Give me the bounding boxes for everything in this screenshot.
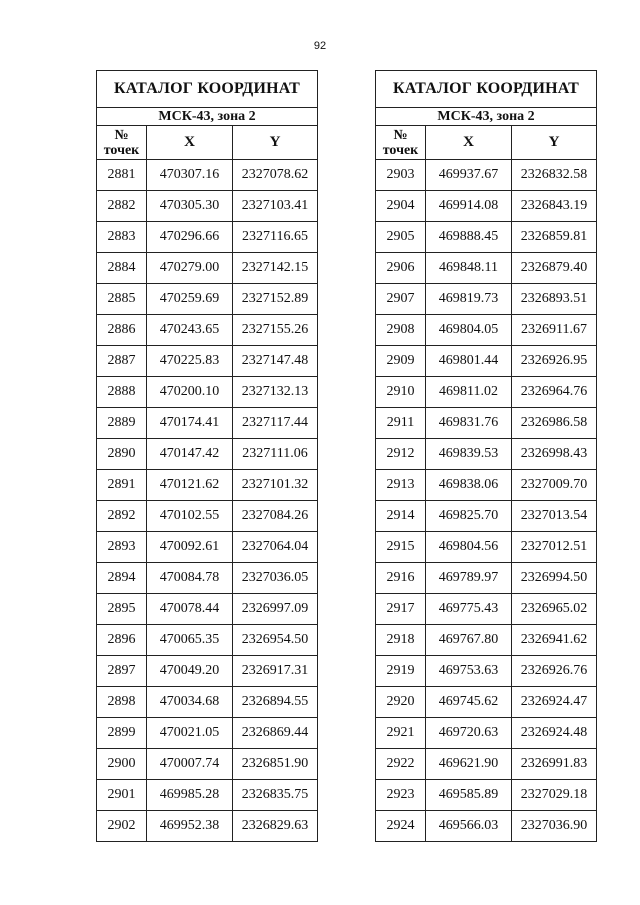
point-number-cell: 2900 [97,749,147,780]
y-coordinate-cell: 2326851.90 [233,749,318,780]
x-coordinate-cell: 469838.06 [426,470,512,501]
table-row [97,780,318,811]
table-row [97,594,318,625]
table-row [97,253,318,284]
point-number-cell: 2912 [376,439,426,470]
x-coordinate-cell: 470084.78 [147,563,233,594]
x-coordinate-cell: 469621.90 [426,749,512,780]
y-coordinate-cell: 2326924.47 [512,687,597,718]
table-row [97,656,318,687]
coordinate-catalog-table [96,70,318,842]
x-coordinate-cell: 469831.76 [426,408,512,439]
point-number-cell: 2898 [97,687,147,718]
point-number-cell: 2908 [376,315,426,346]
table-row [97,532,318,563]
y-coordinate-cell: 2327078.62 [233,160,318,191]
y-coordinate-cell: 2327116.65 [233,222,318,253]
table-row [97,284,318,315]
table-row [97,563,318,594]
point-number-cell: 2896 [97,625,147,656]
catalog-title: КАТАЛОГ КООРДИНАТ [97,71,318,108]
point-number-cell: 2881 [97,160,147,191]
x-coordinate-cell: 469745.62 [426,687,512,718]
point-number-cell: 2920 [376,687,426,718]
table-row [376,253,597,284]
table-row [376,594,597,625]
point-number-cell: 2906 [376,253,426,284]
x-coordinate-cell: 469804.05 [426,315,512,346]
table-row [376,315,597,346]
x-coordinate-cell: 469839.53 [426,439,512,470]
column-header-x: X [147,126,233,160]
table-row [97,470,318,501]
y-coordinate-cell: 2326843.19 [512,191,597,222]
x-coordinate-cell: 470305.30 [147,191,233,222]
point-number-cell: 2882 [97,191,147,222]
y-coordinate-cell: 2326941.62 [512,625,597,656]
y-coordinate-cell: 2327147.48 [233,346,318,377]
x-coordinate-cell: 469720.63 [426,718,512,749]
page-number: 92 [313,40,327,52]
point-number-cell: 2915 [376,532,426,563]
y-coordinate-cell: 2326893.51 [512,284,597,315]
x-coordinate-cell: 470200.10 [147,377,233,408]
point-number-cell: 2911 [376,408,426,439]
column-header-x: X [426,126,512,160]
table-row [97,718,318,749]
y-coordinate-cell: 2326911.67 [512,315,597,346]
y-coordinate-cell: 2327036.05 [233,563,318,594]
x-coordinate-cell: 470092.61 [147,532,233,563]
point-number-cell: 2905 [376,222,426,253]
y-coordinate-cell: 2327142.15 [233,253,318,284]
y-coordinate-cell: 2326954.50 [233,625,318,656]
point-number-cell: 2883 [97,222,147,253]
table-row [376,439,597,470]
x-coordinate-cell: 470102.55 [147,501,233,532]
point-number-cell: 2894 [97,563,147,594]
y-coordinate-cell: 2327009.70 [512,470,597,501]
x-coordinate-cell: 470147.42 [147,439,233,470]
table-row [376,811,597,842]
x-coordinate-cell: 469767.80 [426,625,512,656]
x-coordinate-cell: 470078.44 [147,594,233,625]
y-coordinate-cell: 2326964.76 [512,377,597,408]
point-number-cell: 2918 [376,625,426,656]
y-coordinate-cell: 2327117.44 [233,408,318,439]
x-coordinate-cell: 469819.73 [426,284,512,315]
table-row [376,563,597,594]
table-row [376,377,597,408]
y-coordinate-cell: 2326917.31 [233,656,318,687]
x-coordinate-cell: 470279.00 [147,253,233,284]
point-number-cell: 2910 [376,377,426,408]
y-coordinate-cell: 2326991.83 [512,749,597,780]
x-coordinate-cell: 469811.02 [426,377,512,408]
x-coordinate-cell: 469801.44 [426,346,512,377]
table-row [376,346,597,377]
table-body [97,160,318,842]
table-row [97,408,318,439]
table-row [97,749,318,780]
x-coordinate-cell: 469566.03 [426,811,512,842]
y-coordinate-cell: 2326879.40 [512,253,597,284]
point-number-cell: 2922 [376,749,426,780]
x-coordinate-cell: 469825.70 [426,501,512,532]
point-number-cell: 2892 [97,501,147,532]
point-number-cell: 2889 [97,408,147,439]
table-row [97,346,318,377]
x-coordinate-cell: 469775.43 [426,594,512,625]
x-coordinate-cell: 470307.16 [147,160,233,191]
y-coordinate-cell: 2327152.89 [233,284,318,315]
y-coordinate-cell: 2327012.51 [512,532,597,563]
y-coordinate-cell: 2327101.32 [233,470,318,501]
table-row [376,284,597,315]
y-coordinate-cell: 2326986.58 [512,408,597,439]
x-coordinate-cell: 470021.05 [147,718,233,749]
point-number-cell: 2890 [97,439,147,470]
x-coordinate-cell: 470243.65 [147,315,233,346]
table-row [376,191,597,222]
point-number-cell: 2887 [97,346,147,377]
table-row [97,160,318,191]
point-number-cell: 2885 [97,284,147,315]
y-coordinate-cell: 2327064.04 [233,532,318,563]
point-number-cell: 2914 [376,501,426,532]
y-coordinate-cell: 2327036.90 [512,811,597,842]
y-coordinate-cell: 2326926.76 [512,656,597,687]
column-header-y: Y [233,126,318,160]
table-row [376,408,597,439]
x-coordinate-cell: 470049.20 [147,656,233,687]
x-coordinate-cell: 469848.11 [426,253,512,284]
point-number-cell: 2924 [376,811,426,842]
table-row [97,439,318,470]
y-coordinate-cell: 2327103.41 [233,191,318,222]
y-coordinate-cell: 2326997.09 [233,594,318,625]
column-header-point-number: № точек [376,126,426,160]
x-coordinate-cell: 469952.38 [147,811,233,842]
x-coordinate-cell: 470034.68 [147,687,233,718]
table-row [376,470,597,501]
x-coordinate-cell: 469789.97 [426,563,512,594]
x-coordinate-cell: 470174.41 [147,408,233,439]
point-number-cell: 2916 [376,563,426,594]
x-coordinate-cell: 470065.35 [147,625,233,656]
table-row [97,315,318,346]
y-coordinate-cell: 2326924.48 [512,718,597,749]
y-coordinate-cell: 2326894.55 [233,687,318,718]
point-number-cell: 2923 [376,780,426,811]
x-coordinate-cell: 469937.67 [426,160,512,191]
column-header-y: Y [512,126,597,160]
x-coordinate-cell: 469985.28 [147,780,233,811]
point-number-cell: 2902 [97,811,147,842]
table-row [376,749,597,780]
y-coordinate-cell: 2326835.75 [233,780,318,811]
y-coordinate-cell: 2326998.43 [512,439,597,470]
table-row [97,222,318,253]
y-coordinate-cell: 2326829.63 [233,811,318,842]
table-row [97,191,318,222]
point-number-cell: 2921 [376,718,426,749]
point-number-cell: 2917 [376,594,426,625]
coordinate-system-subtitle: МСК-43, зона 2 [376,108,597,126]
table-row [376,532,597,563]
x-coordinate-cell: 469914.08 [426,191,512,222]
table-row [376,687,597,718]
x-coordinate-cell: 469753.63 [426,656,512,687]
point-number-cell: 2891 [97,470,147,501]
x-coordinate-cell: 469585.89 [426,780,512,811]
table-row [97,501,318,532]
y-coordinate-cell: 2326965.02 [512,594,597,625]
point-number-cell: 2884 [97,253,147,284]
table-row [97,377,318,408]
point-number-cell: 2913 [376,470,426,501]
table-row [97,625,318,656]
point-number-cell: 2909 [376,346,426,377]
y-coordinate-cell: 2327111.06 [233,439,318,470]
coordinate-system-subtitle: МСК-43, зона 2 [97,108,318,126]
table-row [97,687,318,718]
y-coordinate-cell: 2327013.54 [512,501,597,532]
y-coordinate-cell: 2326832.58 [512,160,597,191]
y-coordinate-cell: 2326859.81 [512,222,597,253]
table-row [376,718,597,749]
x-coordinate-cell: 470225.83 [147,346,233,377]
x-coordinate-cell: 470296.66 [147,222,233,253]
table-row [376,160,597,191]
x-coordinate-cell: 470007.74 [147,749,233,780]
point-number-cell: 2903 [376,160,426,191]
y-coordinate-cell: 2327155.26 [233,315,318,346]
point-number-cell: 2897 [97,656,147,687]
y-coordinate-cell: 2326994.50 [512,563,597,594]
catalog-title: КАТАЛОГ КООРДИНАТ [376,71,597,108]
x-coordinate-cell: 470121.62 [147,470,233,501]
y-coordinate-cell: 2327132.13 [233,377,318,408]
table-body [376,160,597,842]
y-coordinate-cell: 2327029.18 [512,780,597,811]
table-row [376,501,597,532]
table-row [376,625,597,656]
x-coordinate-cell: 469804.56 [426,532,512,563]
y-coordinate-cell: 2326926.95 [512,346,597,377]
x-coordinate-cell: 469888.45 [426,222,512,253]
table-row [376,656,597,687]
table-row [97,811,318,842]
point-number-cell: 2904 [376,191,426,222]
table-row [376,780,597,811]
column-header-point-number: № точек [97,126,147,160]
y-coordinate-cell: 2326869.44 [233,718,318,749]
point-number-cell: 2919 [376,656,426,687]
point-number-cell: 2907 [376,284,426,315]
y-coordinate-cell: 2327084.26 [233,501,318,532]
coordinate-catalog-table [375,70,597,842]
table-row [376,222,597,253]
point-number-cell: 2893 [97,532,147,563]
point-number-cell: 2901 [97,780,147,811]
point-number-cell: 2895 [97,594,147,625]
point-number-cell: 2886 [97,315,147,346]
point-number-cell: 2888 [97,377,147,408]
x-coordinate-cell: 470259.69 [147,284,233,315]
point-number-cell: 2899 [97,718,147,749]
